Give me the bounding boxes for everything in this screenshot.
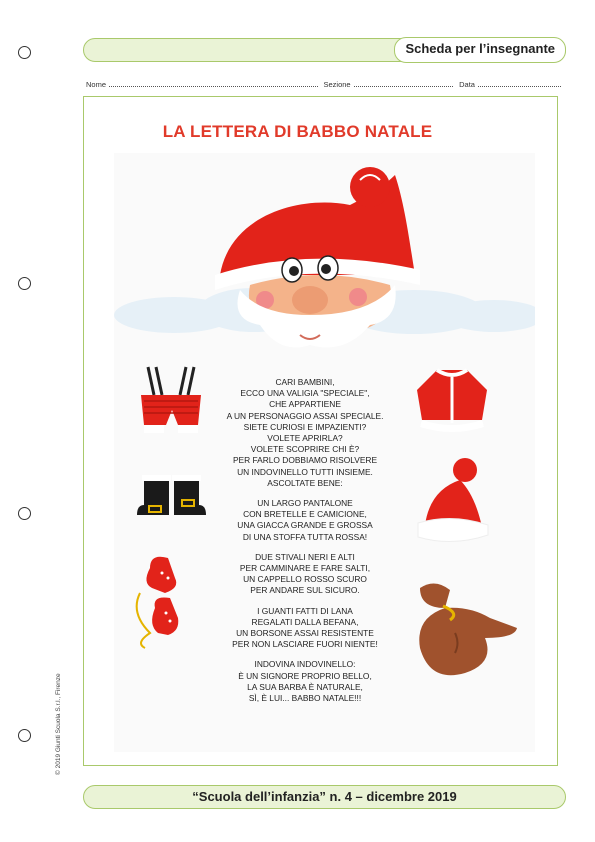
poem-text	[210, 377, 400, 713]
binder-hole-lower	[18, 507, 31, 520]
poem-stanza	[210, 659, 400, 704]
poem-line: I GUANTI FATTI DI LANA	[257, 605, 353, 616]
poem-line: LA SUA BARBA È NATURALE,	[247, 681, 363, 692]
binder-hole-top	[18, 46, 31, 59]
poem-line: UN CAPPELLO ROSSO SCURO	[243, 574, 367, 585]
binder-hole-bottom	[18, 729, 31, 742]
footer-bar: “Scuola dell’infanzia” n. 4 – dicembre 2019	[83, 785, 566, 809]
section-label: Sezione	[323, 80, 351, 89]
poem-line: CHE APPARTIENE	[269, 399, 341, 410]
poem-stanza	[210, 498, 400, 543]
header-bar	[83, 38, 566, 62]
poem-stanza	[210, 606, 400, 651]
poem-line: VOLETE SCOPRIRE CHI È?	[250, 444, 360, 455]
poem-line: DUE STIVALI NERI E ALTI	[255, 551, 355, 562]
copyright-notice: © 2019 Giunti Scuola S.r.l., Firenze	[55, 673, 62, 775]
poem-line: PER ANDARE SUL SICURO.	[250, 585, 360, 596]
worksheet-title: LA LETTERA DI BABBO NATALE	[162, 122, 433, 141]
poem-line: PER FARLO DOBBIAMO RISOLVERE	[232, 455, 378, 466]
student-info-row	[86, 80, 561, 89]
teacher-sheet-tab: Scheda per l’insegnante	[394, 37, 566, 63]
date-label: Data	[459, 80, 475, 89]
poem-line: INDOVINA INDOVINELLO:	[254, 659, 356, 670]
jacket-illustration	[412, 365, 492, 440]
poem-line: DI UNA STOFFA TUTTA ROSSA!	[242, 531, 368, 542]
poem-stanza	[210, 377, 400, 489]
poem-line: SÌ, È LUI... BABBO NATALE!!!	[248, 693, 362, 704]
hat-illustration	[410, 455, 495, 555]
binder-hole-upper	[18, 277, 31, 290]
poem-line: È UN SIGNORE PROPRIO BELLO,	[238, 670, 372, 681]
santa-face-illustration	[210, 165, 440, 355]
date-field[interactable]	[459, 80, 561, 89]
poem-line: A UN PERSONAGGIO ASSAI SPECIALE.	[226, 410, 384, 421]
poem-line: ECCO UNA VALIGIA "SPECIALE",	[240, 388, 370, 399]
poem-line: UNA GIACCA GRANDE E GROSSA	[237, 520, 373, 531]
poem-line: ASCOLTATE BENE:	[267, 477, 343, 488]
poem-line: PER NON LASCIARE FUORI NIENTE!	[232, 639, 378, 650]
poem-line: SIETE CURIOSI E IMPAZIENTI?	[243, 421, 367, 432]
sack-illustration	[405, 578, 520, 688]
trousers-illustration	[136, 365, 206, 440]
poem-line: UN INDOVINELLO TUTTI INSIEME.	[237, 466, 373, 477]
poem-stanza	[210, 552, 400, 597]
mittens-illustration	[130, 553, 205, 653]
name-label: Nome	[86, 80, 107, 89]
name-field[interactable]	[86, 80, 318, 89]
poem-line: CARI BAMBINI,	[275, 377, 335, 387]
poem-line: REGALATI DALLA BEFANA,	[251, 616, 359, 627]
poem-line: UN BORSONE ASSAI RESISTENTE	[236, 628, 374, 639]
poem-line: PER CAMMINARE E FARE SALTI,	[239, 563, 371, 574]
poem-line: CON BRETELLE E CAMICIONE,	[243, 509, 367, 520]
poem-line: VOLETE APRIRLA?	[267, 433, 343, 444]
section-field[interactable]	[324, 80, 454, 89]
boots-illustration	[134, 470, 209, 530]
poem-line: UN LARGO PANTALONE	[257, 498, 353, 509]
